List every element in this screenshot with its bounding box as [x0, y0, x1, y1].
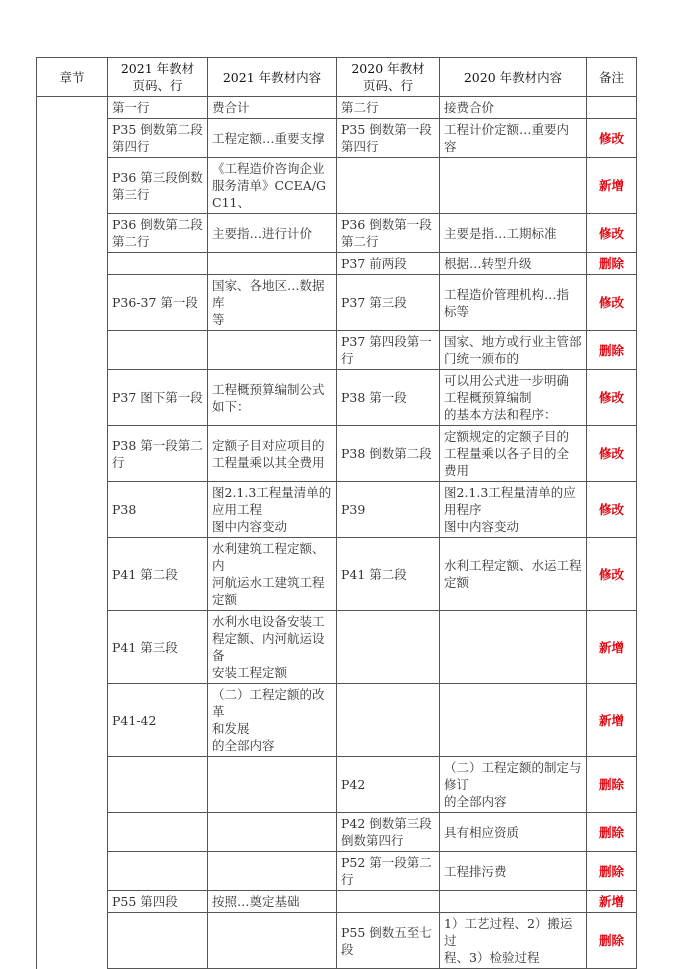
page-2020-cell: P55 倒数五至七 段: [337, 913, 440, 969]
content-2021-cell: 图2.1.3工程量清单的 应用工程 图中内容变动: [208, 482, 337, 538]
page-2020-cell: P35 倒数第一段 第四行: [337, 119, 440, 158]
note-cell: 删除: [587, 757, 637, 813]
page-2020-cell: P41 第二段: [337, 538, 440, 611]
page-2021-cell: P36 倒数第二段 第二行: [108, 214, 208, 253]
content-2020-cell: （二）工程定额的制定与 修订 的全部内容: [440, 757, 587, 813]
note-cell: 删除: [587, 813, 637, 852]
page-2020-cell: [337, 158, 440, 214]
header-note: 备注: [587, 58, 637, 97]
page-2020-cell: [337, 611, 440, 684]
note-cell: 修改: [587, 275, 637, 331]
content-2020-cell: [440, 611, 587, 684]
page-2020-cell: P37 前两段: [337, 253, 440, 275]
header-2021-content: 2021 年教材内容: [208, 58, 337, 97]
content-2020-cell: 工程计价定额…重要内 容: [440, 119, 587, 158]
note-cell: 修改: [587, 426, 637, 482]
content-2021-cell: [208, 757, 337, 813]
content-2021-cell: 水利水电设备安装工 程定额、内河航运设备 安装工程定额: [208, 611, 337, 684]
table-row: [37, 538, 637, 611]
content-2021-cell: [208, 331, 337, 370]
page-2020-cell: P36 倒数第一段 第二行: [337, 214, 440, 253]
header-chapter: 章节: [37, 58, 108, 97]
content-2020-cell: 图2.1.3工程量清单的应 用程序 图中内容变动: [440, 482, 587, 538]
note-cell: 修改: [587, 482, 637, 538]
table-row: [37, 611, 637, 684]
table-row: [37, 684, 637, 757]
page-2021-cell: P38 第一段第二 行: [108, 426, 208, 482]
content-2020-cell: [440, 891, 587, 913]
note-cell: 修改: [587, 119, 637, 158]
page-2021-cell: P41 第二段: [108, 538, 208, 611]
table-header-row: [37, 58, 637, 97]
page-2020-cell: P39: [337, 482, 440, 538]
table-row: [37, 370, 637, 426]
page-2020-cell: [337, 891, 440, 913]
content-2020-cell: 工程排污费: [440, 852, 587, 891]
table-row: [37, 852, 637, 891]
content-2021-cell: 定额子目对应项目的 工程量乘以其全费用: [208, 426, 337, 482]
content-2021-cell: 水利建筑工程定额、内 河航运水工建筑工程 定额: [208, 538, 337, 611]
note-cell: [587, 97, 637, 119]
content-2020-cell: 主要是指…工期标准: [440, 214, 587, 253]
page-2020-cell: 第二行: [337, 97, 440, 119]
table-row: [37, 253, 637, 275]
table-row: [37, 482, 637, 538]
note-cell: 删除: [587, 913, 637, 969]
table-body: [37, 97, 637, 969]
comparison-table: [36, 57, 637, 969]
chapter-cell: [37, 97, 108, 969]
page-2021-cell: P41-42: [108, 684, 208, 757]
table-row: [37, 813, 637, 852]
page-2020-cell: P38 倒数第二段: [337, 426, 440, 482]
page-2021-cell: [108, 253, 208, 275]
note-cell: 修改: [587, 214, 637, 253]
content-2020-cell: 接费合价: [440, 97, 587, 119]
content-2021-cell: 工程概预算编制公式 如下：: [208, 370, 337, 426]
page-2021-cell: P35 倒数第二段 第四行: [108, 119, 208, 158]
table-row: [37, 214, 637, 253]
content-2020-cell: 水利工程定额、水运工程 定额: [440, 538, 587, 611]
page-2021-cell: P37 图下第一段: [108, 370, 208, 426]
comparison-document: [36, 57, 636, 969]
header-2020-content: 2020 年教材内容: [440, 58, 587, 97]
content-2020-cell: 1）工艺过程、2）搬运过 程、3）检验过程: [440, 913, 587, 969]
page-2020-cell: P42: [337, 757, 440, 813]
page-2020-cell: P42 倒数第三段 倒数第四行: [337, 813, 440, 852]
page-2021-cell: P55 第四段: [108, 891, 208, 913]
page-2021-cell: P41 第三段: [108, 611, 208, 684]
content-2020-cell: 国家、地方或行业主管部 门统一颁布的: [440, 331, 587, 370]
content-2021-cell: [208, 813, 337, 852]
table-row: [37, 757, 637, 813]
table-row: [37, 891, 637, 913]
content-2020-cell: 根据…转型升级: [440, 253, 587, 275]
table-row: [37, 331, 637, 370]
note-cell: 删除: [587, 852, 637, 891]
content-2021-cell: [208, 253, 337, 275]
page-2020-cell: P37 第三段: [337, 275, 440, 331]
content-2021-cell: [208, 852, 337, 891]
content-2020-cell: 具有相应资质: [440, 813, 587, 852]
note-cell: 新增: [587, 158, 637, 214]
header-2020-page: 2020 年教材 页码、行: [337, 58, 440, 97]
page-2021-cell: P38: [108, 482, 208, 538]
table-row: [37, 913, 637, 969]
page-2020-cell: P37 第四段第一 行: [337, 331, 440, 370]
table-row: [37, 158, 637, 214]
page-2021-cell: [108, 331, 208, 370]
page-2020-cell: P52 第一段第二 行: [337, 852, 440, 891]
table-row: [37, 426, 637, 482]
page-2021-cell: [108, 852, 208, 891]
page-2021-cell: P36 第三段倒数 第三行: [108, 158, 208, 214]
page-2021-cell: [108, 813, 208, 852]
note-cell: 删除: [587, 253, 637, 275]
page-2021-cell: P36-37 第一段: [108, 275, 208, 331]
note-cell: 修改: [587, 370, 637, 426]
table-row: [37, 275, 637, 331]
note-cell: 新增: [587, 891, 637, 913]
content-2020-cell: 定额规定的定额子目的 工程量乘以各子目的全 费用: [440, 426, 587, 482]
note-cell: 删除: [587, 331, 637, 370]
content-2021-cell: 主要指…进行计价: [208, 214, 337, 253]
page-2020-cell: P38 第一段: [337, 370, 440, 426]
content-2021-cell: （二）工程定额的改革 和发展 的全部内容: [208, 684, 337, 757]
note-cell: 修改: [587, 538, 637, 611]
table-row: [37, 119, 637, 158]
content-2020-cell: 可以用公式进一步明确 工程概预算编制 的基本方法和程序：: [440, 370, 587, 426]
note-cell: 新增: [587, 611, 637, 684]
header-2021-page: 2021 年教材 页码、行: [108, 58, 208, 97]
content-2021-cell: 国家、各地区…数据库 等: [208, 275, 337, 331]
content-2020-cell: [440, 684, 587, 757]
content-2021-cell: [208, 913, 337, 969]
page-2021-cell: [108, 913, 208, 969]
note-cell: 新增: [587, 684, 637, 757]
content-2020-cell: [440, 158, 587, 214]
content-2021-cell: 工程定额…重要支撑: [208, 119, 337, 158]
table-row: [37, 97, 637, 119]
page-2020-cell: [337, 684, 440, 757]
page-2021-cell: [108, 757, 208, 813]
content-2021-cell: 《工程造价咨询企业 服务清单》CCEA/GC11、: [208, 158, 337, 214]
content-2021-cell: 费合计: [208, 97, 337, 119]
content-2021-cell: 按照…奠定基础: [208, 891, 337, 913]
content-2020-cell: 工程造价管理机构…指 标等: [440, 275, 587, 331]
page-2021-cell: 第一行: [108, 97, 208, 119]
